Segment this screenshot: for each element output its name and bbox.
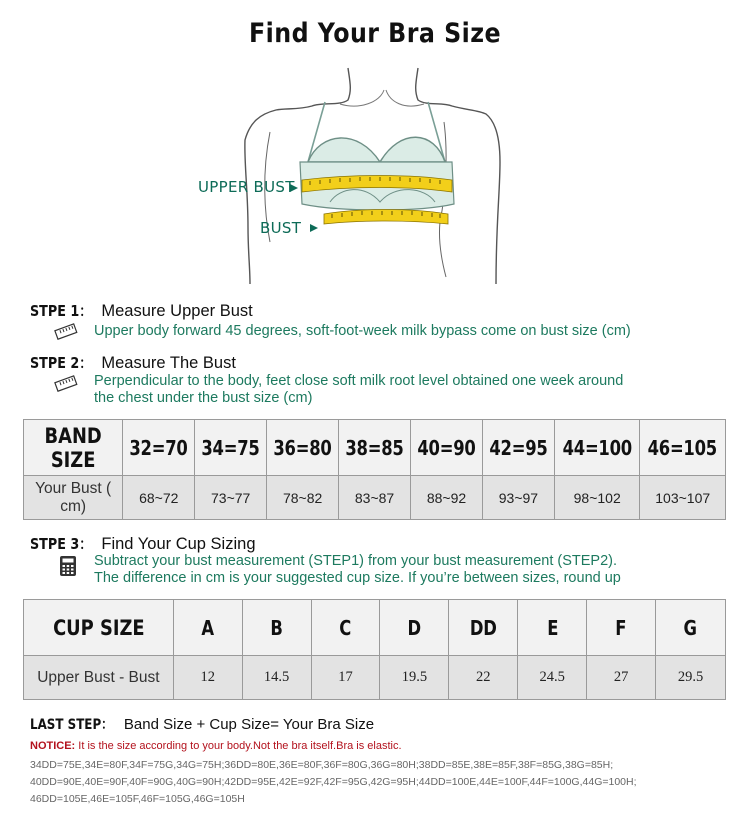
- cup-difference-cell: 14.5: [242, 656, 311, 700]
- step2-number: STPE 2：: [30, 354, 92, 372]
- step2-description-line2: the chest under the bust size (cm): [94, 390, 313, 406]
- codes-line3: 46DD=105E,46E=105F,46F=105G,46G=105H: [30, 793, 245, 805]
- bust-range-cell: 88~92: [411, 476, 483, 520]
- last-step-text: Band Size + Cup Size= Your Bra Size: [123, 716, 375, 733]
- torso-illustration: [190, 62, 520, 287]
- step3-description-line2: The difference in cm is your suggested cup size. If you’re between sizes, round up: [94, 570, 621, 586]
- cup-size-header: CUP SIZE: [24, 600, 174, 656]
- ruler-icon: [54, 322, 78, 342]
- step2-heading: [30, 352, 236, 373]
- band-size-cell: 34=75: [195, 420, 267, 476]
- size-conversion-codes: [30, 757, 745, 808]
- step2-description: [94, 373, 623, 407]
- band-size-cell: 36=80: [267, 420, 339, 476]
- cup-letter-cell: E: [518, 600, 587, 656]
- step3-description-line1: Subtract your bust measurement (STEP1) from your bust measurement (STEP2).: [94, 553, 617, 569]
- bust-range-cell: 83~87: [339, 476, 411, 520]
- band-size-header-row: [24, 420, 726, 476]
- bust-range-cell: 93~97: [482, 476, 554, 520]
- band-size-cell: 32=70: [123, 420, 195, 476]
- bust-range-cell: 73~77: [195, 476, 267, 520]
- cup-difference-cell: 24.5: [518, 656, 587, 700]
- cup-difference-cell: 19.5: [380, 656, 449, 700]
- cup-difference-cell: 17: [311, 656, 380, 700]
- cup-difference-cell: 22: [449, 656, 518, 700]
- band-size-cell: 42=95: [482, 420, 554, 476]
- band-size-cell: 44=100: [554, 420, 640, 476]
- page-title: Find Your Bra Size: [248, 18, 502, 49]
- bust-range-label: Your Bust ( cm): [24, 476, 123, 520]
- cup-letter-cell: B: [242, 600, 311, 656]
- cup-difference-row: [24, 656, 726, 700]
- cup-difference-cell: 29.5: [656, 656, 726, 700]
- step3-description: [94, 553, 621, 587]
- ruler-icon: [54, 374, 78, 394]
- bust-range-cell: 103~107: [640, 476, 726, 520]
- notice-label: NOTICE:: [30, 740, 76, 752]
- last-step: [30, 714, 374, 734]
- band-size-cell: 38=85: [339, 420, 411, 476]
- step3-heading: [30, 533, 256, 554]
- cup-difference-cell: 12: [173, 656, 242, 700]
- step1-heading: [30, 300, 253, 321]
- codes-line2: 40DD=90E,40E=90F,40F=90G,40G=90H;42DD=95E,42E=92F,42F=95G,42G=95H;44DD=100E,44E=100F,44F=100G,44G=100H;: [30, 776, 637, 788]
- calculator-icon: [58, 555, 78, 577]
- cup-size-table: [23, 599, 726, 700]
- cup-letter-cell: A: [173, 600, 242, 656]
- cup-difference-label: Upper Bust - Bust: [24, 656, 174, 700]
- codes-line1: 34DD=75E,34E=80F,34F=75G,34G=75H;36DD=80E,36E=80F,36F=80G,36G=80H;38DD=85E,38E=85F,38F=85G,38G=85H;: [30, 759, 614, 771]
- last-step-label: LAST STEP：: [30, 717, 114, 733]
- step1-number: STPE 1：: [30, 302, 92, 320]
- step3-number: STPE 3：: [30, 535, 92, 553]
- cup-letter-cell: D: [380, 600, 449, 656]
- step3-title: Find Your Cup Sizing: [101, 535, 256, 553]
- notice-text: It is the size according to your body.Not the bra itself.Bra is elastic.: [78, 740, 402, 752]
- cup-letter-cell: C: [311, 600, 380, 656]
- bust-range-cell: 78~82: [267, 476, 339, 520]
- step2-title: Measure The Bust: [101, 354, 236, 372]
- step1-description: Upper body forward 45 degrees, soft-foot-week milk bypass come on bust size (cm): [94, 323, 631, 339]
- band-size-header: BAND SIZE: [24, 420, 123, 476]
- notice: [30, 740, 402, 752]
- step1-title: Measure Upper Bust: [101, 302, 253, 320]
- band-size-table: [23, 419, 726, 520]
- cup-letter-cell: F: [587, 600, 656, 656]
- cup-letter-cell: DD: [449, 600, 518, 656]
- bust-range-cell: 98~102: [554, 476, 640, 520]
- step2-description-line1: Perpendicular to the body, feet close soft milk root level obtained one week around: [94, 373, 624, 389]
- bust-label: BUST: [260, 219, 302, 237]
- bust-measurement-figure: [190, 62, 520, 287]
- upper-bust-label: UPPER BUST: [198, 178, 295, 196]
- cup-letter-cell: G: [656, 600, 726, 656]
- band-size-cell: 46=105: [640, 420, 726, 476]
- cup-difference-cell: 27: [587, 656, 656, 700]
- bust-range-cell: 68~72: [123, 476, 195, 520]
- cup-size-header-row: [24, 600, 726, 656]
- bust-range-row: [24, 476, 726, 520]
- band-size-cell: 40=90: [411, 420, 483, 476]
